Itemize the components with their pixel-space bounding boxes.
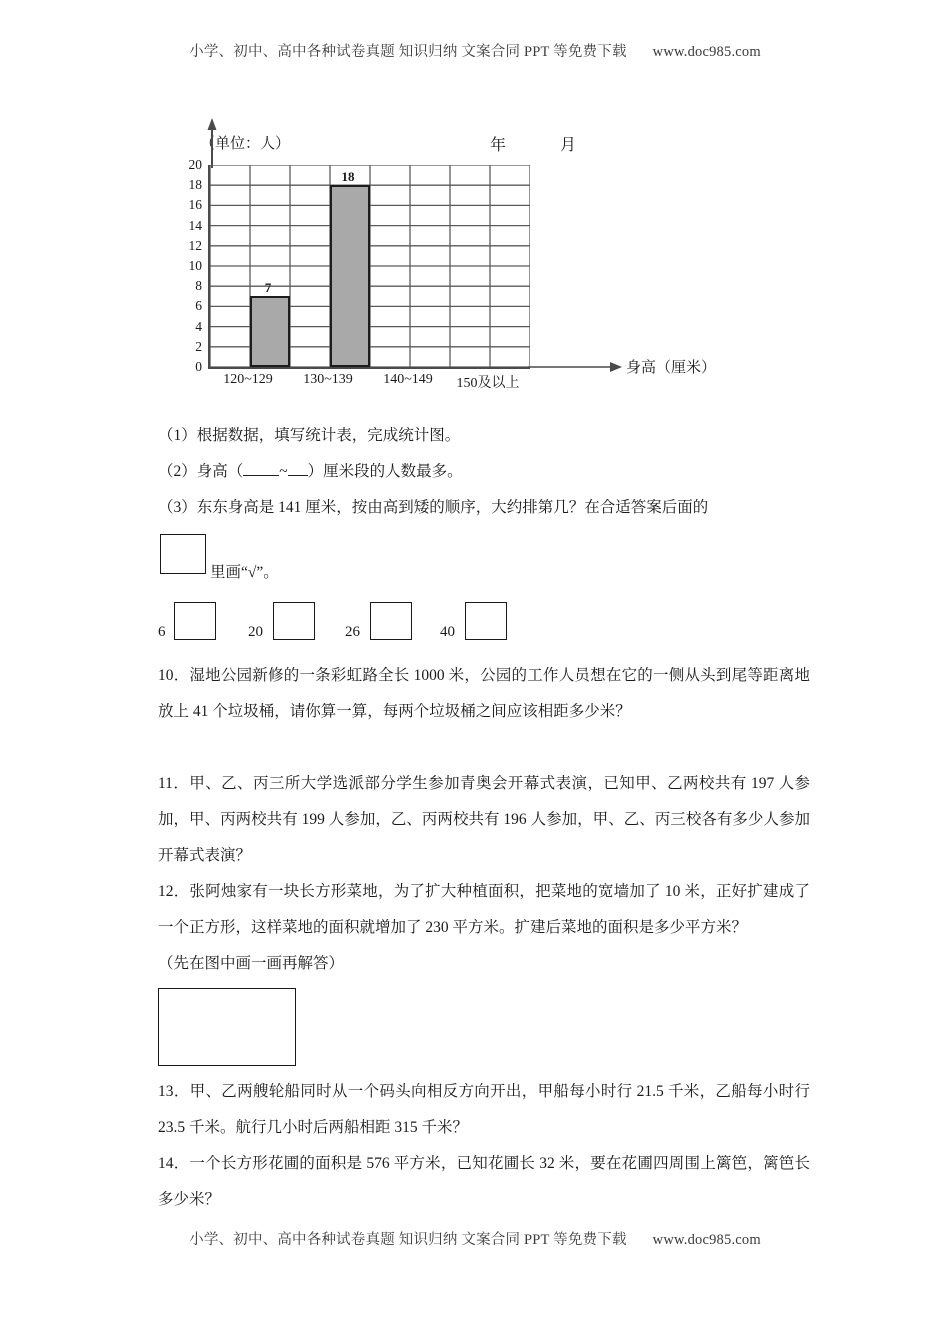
x-axis-title: 身高（厘米） [626, 360, 717, 376]
option-box-26[interactable] [370, 602, 412, 640]
x-category-140-149: 140~149 [383, 372, 433, 387]
running-head [0, 40, 950, 61]
y-tick-8: 8 [195, 278, 202, 294]
question-14: 14．一个长方形花圃的面积是 576 平方米，已知花圃长 32 米，要在花圃四周围上篱笆，篱笆长多少米？ [158, 1155, 810, 1208]
option-box-20[interactable] [273, 602, 315, 640]
y-tick-0: 0 [195, 359, 202, 374]
y-tick-4: 4 [195, 318, 202, 334]
option-box-40[interactable] [465, 602, 507, 640]
option-label-26: 26 [345, 624, 360, 640]
question-12-note: （先在图中画一画再解答） [158, 955, 345, 972]
y-tick-14: 14 [188, 217, 202, 233]
running-head-text: 小学、初中、高中各种试卷真题 知识归纳 文案合同 PPT 等免费下载 [189, 44, 627, 60]
x-axis-arrow-icon [528, 358, 624, 374]
question-10: 10．湿地公园新修的一条彩虹路全长 1000 米，公园的工作人员想在它的一侧从头到尾等距离地放上 41 个垃圾桶，请你算一算，每两个垃圾桶之间应该相距多少米？ [158, 667, 810, 720]
tick-answer-box[interactable] [160, 534, 206, 574]
question-2-suffix: ）厘米段的人数最多。 [307, 463, 463, 480]
question-3: （3）东东身高是 141 厘米，按由高到矮的顺序，大约排第几？在合适答案后面的 [158, 499, 709, 516]
y-axis-arrow-icon [206, 118, 218, 168]
drawing-answer-box[interactable] [158, 988, 296, 1066]
bar-value-120-129: 7 [264, 280, 272, 296]
y-tick-20: 20 [188, 157, 202, 172]
question-2 [158, 454, 810, 490]
running-foot [0, 1228, 950, 1249]
option-label-6: 6 [158, 624, 166, 640]
chart-plot-area [208, 165, 530, 369]
x-category-150-above: 150及以上 [456, 376, 520, 391]
statistics-bar-chart [160, 110, 720, 400]
chart-year-label: 年 [490, 137, 507, 154]
question-2-mid: ~ [279, 463, 288, 480]
y-tick-12: 12 [188, 237, 202, 253]
question-1: （1）根据数据，填写统计表，完成统计图。 [158, 427, 461, 444]
question-11: 11．甲、乙、丙三所大学选派部分学生参加青奥会开幕式表演，已知甲、乙两校共有 197 人参加，甲、丙两校共有 199 人参加，乙、丙两校共有 196 人参加，甲、乙、丙三校各有多少人参加开幕式表演？ [158, 775, 810, 864]
question-13: 13．甲、乙两艘轮船同时从一个码头向相反方向开出，甲船每小时行 21.5 千米，乙船每小时行 23.5 千米。航行几小时后两船相距 315 千米？ [158, 1083, 810, 1136]
x-category-130-139: 130~139 [303, 372, 353, 387]
option-label-40: 40 [440, 624, 455, 640]
x-category-120-129: 120~129 [223, 372, 273, 387]
question-2-blank-low[interactable] [243, 475, 279, 476]
running-foot-text: 小学、初中、高中各种试卷真题 知识归纳 文案合同 PPT 等免费下载 [189, 1232, 627, 1248]
y-tick-2: 2 [195, 338, 202, 354]
chart-month-label: 月 [560, 137, 577, 154]
y-tick-6: 6 [195, 298, 202, 314]
y-tick-10: 10 [188, 258, 202, 273]
running-head-url: www.doc985.com [652, 44, 761, 60]
y-tick-18: 18 [188, 177, 202, 193]
bar-value-130-139: 18 [341, 169, 355, 185]
bar-130-139 [330, 185, 370, 367]
option-label-20: 20 [248, 624, 263, 640]
tick-instruction-text: 里画“√”。 [210, 564, 279, 581]
question-2-blank-high[interactable] [288, 475, 308, 476]
chart-unit-label: （单位：人） [200, 136, 291, 152]
question-2-prefix: （2）身高（ [158, 463, 244, 480]
question-12: 12．张阿烛家有一块长方形菜地，为了扩大种植面积，把菜地的宽墙加了 10 米，正好扩建成了一个正方形，这样菜地的面积就增加了 230 平方米。扩建后菜地的面积是多少平方米？ [158, 883, 810, 936]
y-tick-16: 16 [188, 197, 202, 213]
bar-120-129 [250, 296, 290, 367]
running-foot-url: www.doc985.com [652, 1232, 761, 1248]
option-box-6[interactable] [174, 602, 216, 640]
